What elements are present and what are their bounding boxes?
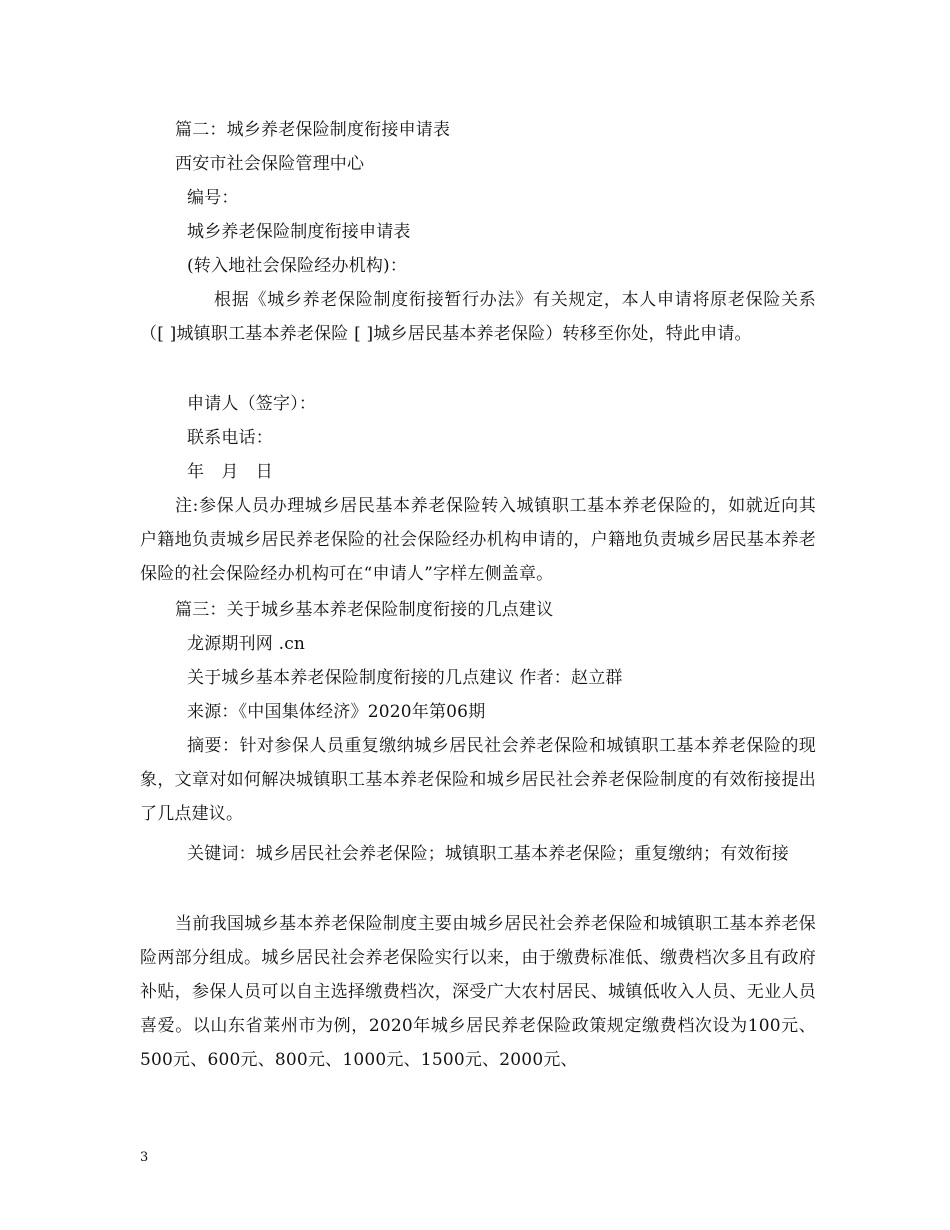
note-paragraph: 注:参保人员办理城乡居民基本养老保险转入城镇职工基本养老保险的，如就近向其户籍地负责城乡居民养老保险的社会保险经办机构申请的，户籍地负责城乡居民基本养老保险的社会保险经办机构可在“申请人”字样左侧盖章。 — [140, 496, 816, 584]
section-two-title: 篇二：城乡养老保险制度衔接申请表 — [175, 120, 451, 140]
keywords-paragraph: 关键词：城乡居民社会养老保险；城镇职工基本养老保险；重复缴纳；有效衔接 — [187, 844, 789, 864]
abstract-paragraph: 摘要：针对参保人员重复缴纳城乡居民社会养老保险和城镇职工基本养老保险的现象，文章对如何解决城镇职工基本养老保险和城乡居民社会养老保险制度的有效衔接提出了几点建议。 — [140, 736, 816, 824]
date-line: 年 月 日 — [187, 462, 273, 482]
site-name: 龙源期刊网 .cn — [187, 634, 306, 654]
recipient-line: (转入地社会保险经办机构)： — [187, 256, 408, 276]
organization-name: 西安市社会保险管理中心 — [175, 154, 365, 174]
article-source: 来源：《中国集体经济》2020年第06期 — [187, 702, 486, 722]
page-number: 3 — [140, 1150, 149, 1165]
form-title: 城乡养老保险制度衔接申请表 — [187, 222, 411, 242]
application-body: 根据《城乡养老保险制度衔接暂行办法》有关规定，本人申请将原老保险关系（[ ]城镇职工基本养老保险 [ ]城乡居民基本养老保险）转移至你处，特此申请。 — [140, 290, 816, 344]
body-paragraph: 当前我国城乡基本养老保险制度主要由城乡居民社会养老保险和城镇职工基本养老保险两部分组成。城乡居民社会养老保险实行以来，由于缴费标准低、缴费档次多且有政府补贴，参保人员可以自主选择缴费档次，深受广大农村居民、城镇低收入人员、无业人员喜爱。以山东省莱州市为例，2020年城乡居民养老保险政策规定缴费档次设为100元、500元、600元、800元、1000元、1500元、2000元、 — [140, 914, 816, 1070]
section-three-title: 篇三：关于城乡基本养老保险制度衔接的几点建议 — [175, 600, 554, 620]
contact-phone-label: 联系电话： — [187, 428, 273, 448]
serial-number-label: 编号： — [187, 188, 239, 208]
applicant-signature-label: 申请人（签字）： — [187, 394, 317, 414]
article-title-author: 关于城乡基本养老保险制度衔接的几点建议 作者：赵立群 — [187, 668, 623, 688]
